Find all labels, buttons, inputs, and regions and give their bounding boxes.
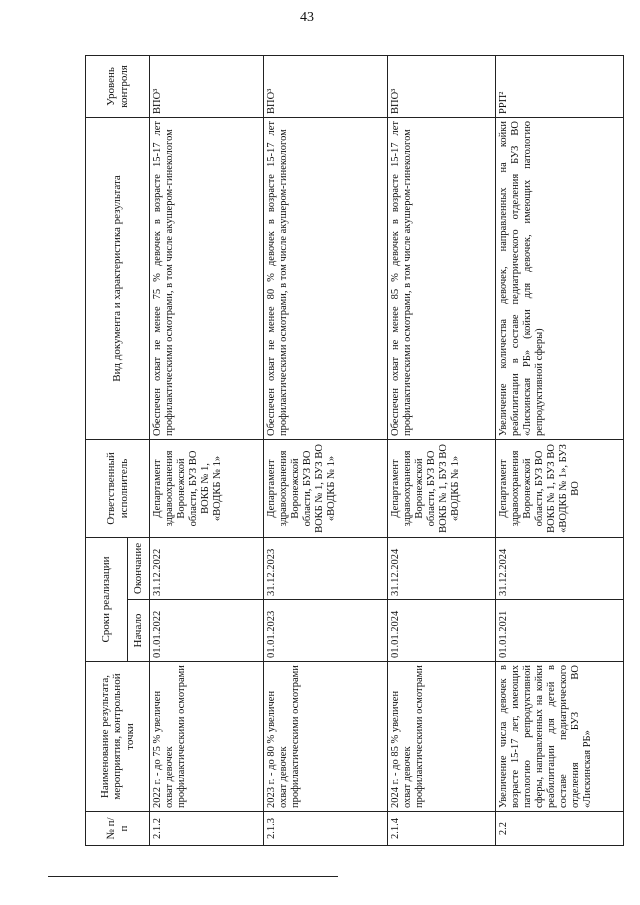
- row-end: 31.12.2024: [496, 537, 624, 599]
- row-responsible: Департамент здравоохранения Воронежской области, БУЗ ВО ВОКБ № 1, «ВОДКБ № 1»: [150, 439, 264, 537]
- page-number: 43: [300, 10, 314, 25]
- table-row: [496, 55, 624, 845]
- header-control-level: Уровень контроля: [86, 55, 150, 117]
- footnote-divider: [48, 876, 338, 877]
- row-start: 01.01.2022: [150, 600, 264, 662]
- row-responsible: Департамент здравоохранения Воронежской области, БУЗ ВО ВОКБ № 1, БУЗ ВО «ВОДКБ № 1»: [264, 439, 388, 537]
- row-control-level: РРП²: [496, 55, 624, 117]
- row-start: 01.01.2021: [496, 600, 624, 662]
- row-start: 01.01.2024: [388, 600, 496, 662]
- row-document: Увеличение количества девочек, направленных на койки реабилитации в составе педиатрического отделения БУЗ ВО «Лискинская РБ» (койки для девочек, имеющих патологию репродуктивной сферы): [496, 117, 624, 439]
- row-num: 2.1.4: [388, 812, 496, 846]
- header-end: Окончание: [128, 537, 150, 599]
- row-num: 2.2: [496, 812, 624, 846]
- table-row: [388, 55, 496, 845]
- row-name: 2022 г. - до 75 % увеличен охват девочек профилактическими осмотрами: [150, 662, 264, 812]
- row-responsible: Департамент здравоохранения Воронежской области, БУЗ ВО ВОКБ № 1, БУЗ ВО «ВОДКБ № 1», БУЗ ВО: [496, 439, 624, 537]
- row-document: Обеспечен охват не менее 75 % девочек в возрасте 15-17 лет профилактическими осмотрами, в том числе акушером-гинекологом: [150, 117, 264, 439]
- header-responsible: Ответственный исполнитель: [86, 439, 150, 537]
- row-name: Увеличение числа девочек в возрасте 15-17 лет, имеющих патологию репродуктивной сферы, направленных на койки реабилитации для детей в составе педиатрического отделения БУЗ ВО «Лискинская РБ»: [496, 662, 624, 812]
- table-row: [264, 55, 388, 845]
- row-document: Обеспечен охват не менее 85 % девочек в возрасте 15-17 лет профилактическими осмотрами, в том числе акушером-гинекологом: [388, 117, 496, 439]
- row-control-level: ВПО³: [388, 55, 496, 117]
- table-row: [150, 55, 264, 845]
- row-name: 2024 г. - до 85 % увеличен охват девочек профилактическими осмотрами: [388, 662, 496, 812]
- row-name: 2023 г. - до 80 % увеличен охват девочек профилактическими осмотрами: [264, 662, 388, 812]
- row-start: 01.01.2023: [264, 600, 388, 662]
- header-start: Начало: [128, 600, 150, 662]
- header-num: № п/п: [86, 812, 150, 846]
- row-end: 31.12.2022: [150, 537, 264, 599]
- row-responsible: Департамент здравоохранения Воронежской области, БУЗ ВО ВОКБ № 1, БУЗ ВО «ВОДКБ № 1»: [388, 439, 496, 537]
- rotated-table-area: [85, 56, 623, 846]
- row-control-level: ВПО³: [264, 55, 388, 117]
- header-document: Вид документа и характеристика результата: [86, 117, 150, 439]
- row-end: 31.12.2024: [388, 537, 496, 599]
- row-num: 2.1.2: [150, 812, 264, 846]
- row-end: 31.12.2023: [264, 537, 388, 599]
- implementation-plan-table: [85, 55, 624, 846]
- header-terms: Сроки реализации: [86, 537, 128, 661]
- header-name: Наименование результата, мероприятия, контрольной точки: [86, 662, 150, 812]
- row-document: Обеспечен охват не менее 80 % девочек в возрасте 15-17 лет профилактическими осмотрами, в том числе акушером-гинекологом: [264, 117, 388, 439]
- row-num: 2.1.3: [264, 812, 388, 846]
- row-control-level: ВПО³: [150, 55, 264, 117]
